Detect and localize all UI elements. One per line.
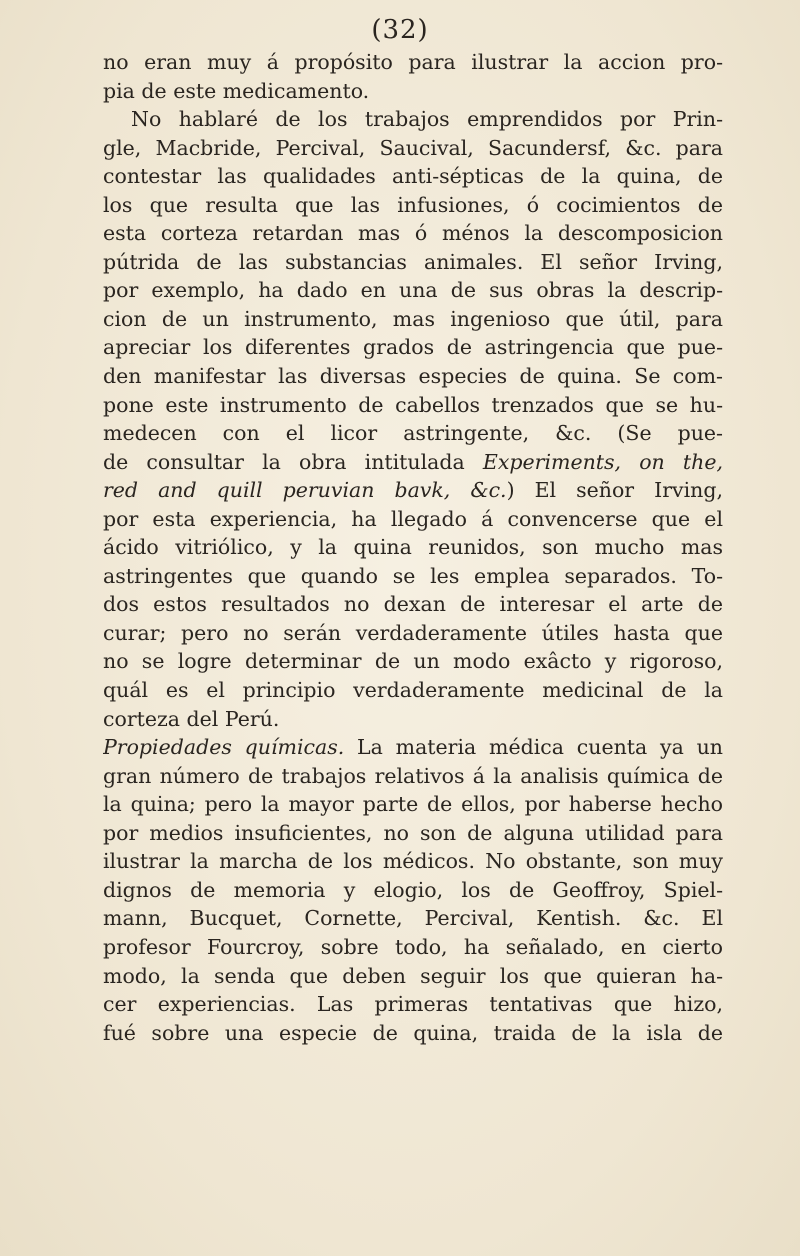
- text-line: [103, 762, 723, 791]
- text-line: [103, 162, 723, 191]
- text-run: apreciar los diferentes grados de astringencia que pue-: [103, 335, 723, 360]
- text-run: mann, Bucquet, Cornette, Percival, Kentish. &c. El: [103, 906, 723, 931]
- text-line: [103, 705, 723, 734]
- text-run: no eran muy á propósito para ilustrar la accion pro-: [103, 50, 723, 74]
- text-line: [103, 647, 723, 676]
- text-line: [103, 362, 723, 391]
- text-line: [103, 248, 723, 277]
- text-run: por exemplo, ha dado en una de sus obras la descrip-: [103, 278, 723, 303]
- text-line: [103, 333, 723, 362]
- text-run: pone este instrumento de cabellos trenzados que se hu-: [103, 392, 723, 417]
- text-run: curar; pero no serán verdaderamente útiles hasta que: [103, 620, 723, 645]
- text-run: modo, la senda que deben seguir los que quieran ha-: [103, 963, 723, 988]
- text-line: [103, 533, 723, 562]
- text-line: [103, 77, 723, 106]
- text-run: por medios insuficientes, no son de alguna utilidad para: [103, 820, 723, 845]
- italic-text: red and quill peruvian bavk, &c.: [103, 478, 507, 503]
- text-line: [103, 819, 723, 848]
- text-run: esta corteza retardan mas ó ménos la descomposicion: [103, 221, 723, 246]
- text-line: [103, 1019, 723, 1048]
- text-line: [103, 590, 723, 619]
- text-run: dignos de memoria y elogio, los de Geoffroy, Spiel-: [103, 877, 723, 902]
- text-line: [103, 419, 723, 448]
- text-run: pia de este medicamento.: [103, 78, 370, 103]
- text-run: profesor Fourcroy, sobre todo, ha señalado, en cierto: [103, 934, 723, 959]
- text-line: [103, 790, 723, 819]
- text-run: contestar las qualidades anti-sépticas de la quina, de: [103, 164, 723, 189]
- text-line: [103, 48, 723, 77]
- text-run: gle, Macbride, Percival, Saucival, Sacundersf, &c. para: [103, 135, 723, 160]
- text-line: [103, 105, 723, 134]
- text-line: [103, 191, 723, 220]
- text-run: No hablaré de los trabajos emprendidos por Prin-: [131, 107, 723, 132]
- text-line: [103, 476, 723, 505]
- text-line: [103, 933, 723, 962]
- text-line: [103, 962, 723, 991]
- text-run: medecen con el licor astringente, &c. (Se pue-: [103, 421, 723, 446]
- text-run: gran número de trabajos relativos á la analisis química de: [103, 763, 723, 788]
- text-line: [103, 219, 723, 248]
- page-number: (32): [371, 15, 429, 45]
- italic-text: Propiedades químicas.: [103, 735, 345, 760]
- text-run: ácido vitriólico, y la quina reunidos, son mucho mas: [103, 535, 723, 560]
- text-line: [103, 391, 723, 420]
- text-run: dos estos resultados no dexan de interesar el arte de: [103, 592, 723, 617]
- text-line: [103, 676, 723, 705]
- italic-text: Experiments, on the,: [482, 449, 723, 474]
- text-line: [103, 562, 723, 591]
- text-run: por esta experiencia, ha llegado á convencerse que el: [103, 506, 723, 531]
- text-run: la quina; pero la mayor parte de ellos, por haberse hecho: [103, 792, 723, 817]
- text-run: cer experiencias. Las primeras tentativas que hizo,: [103, 992, 723, 1017]
- text-line: [103, 448, 723, 477]
- text-run: den manifestar las diversas especies de quina. Se com-: [103, 364, 723, 389]
- text-run: los que resulta que las infusiones, ó cocimientos de: [103, 192, 723, 217]
- text-run: no se logre determinar de un modo exâcto y rigoroso,: [103, 649, 723, 674]
- body-text: [103, 48, 723, 1047]
- text-line: [103, 619, 723, 648]
- text-line: [103, 904, 723, 933]
- text-line: [103, 276, 723, 305]
- text-line: [103, 305, 723, 334]
- text-line: [103, 876, 723, 905]
- text-run: ilustrar la marcha de los médicos. No obstante, son muy: [103, 849, 723, 874]
- text-run: de consultar la obra intitulada: [103, 449, 483, 474]
- text-run: La materia médica cuenta ya un: [344, 735, 723, 760]
- text-run: cion de un instrumento, mas ingenioso que útil, para: [103, 306, 723, 331]
- text-run: quál es el principio verdaderamente medicinal de la: [103, 678, 723, 703]
- text-run: astringentes que quando se les emplea separados. To-: [103, 563, 723, 588]
- text-line: [103, 990, 723, 1019]
- text-line: [103, 505, 723, 534]
- text-run: corteza del Perú.: [103, 706, 280, 731]
- text-line: [103, 847, 723, 876]
- text-run: ) El señor Irving,: [506, 478, 723, 503]
- text-line: [103, 733, 723, 762]
- text-line: [103, 134, 723, 163]
- text-run: pútrida de las substancias animales. El señor Irving,: [103, 249, 723, 274]
- text-run: fué sobre una especie de quina, traida de la isla de: [103, 1020, 723, 1045]
